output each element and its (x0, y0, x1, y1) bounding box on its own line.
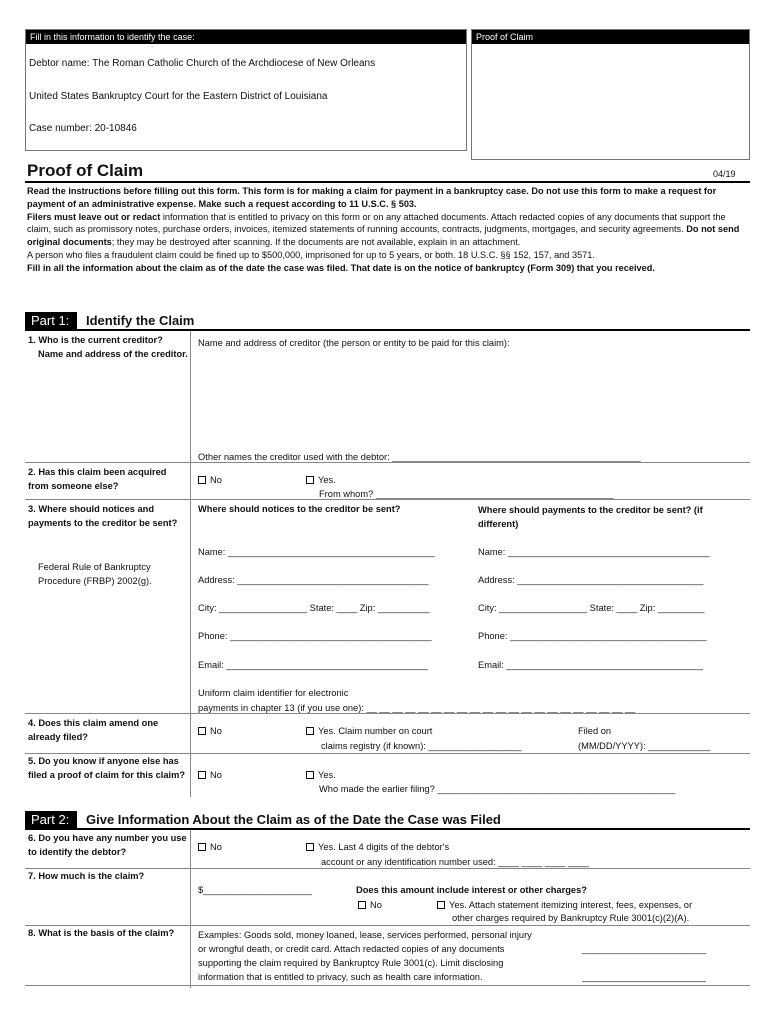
payment-address-field[interactable]: Address: ____________________________________ (478, 575, 704, 585)
q2-rule (25, 499, 750, 500)
creditor-name-address-field[interactable]: Name and address of creditor (the person or entity to be paid for this claim): (198, 338, 510, 348)
q8-label: 8. What is the basis of the claim? (28, 928, 175, 938)
q8-example-4: information that is entitled to privacy, such as health care information. (198, 972, 483, 982)
notices-heading: Where should notices to the creditor be sent? (198, 504, 401, 514)
case-number: Case number: 20-10846 (29, 123, 137, 134)
q7-no-option[interactable]: No (358, 899, 382, 911)
intro-redact-text: information that is entitled to privacy on this form or on any attached documents. Attach redacted copies of any documents that support the claim, such as promissory notes, purchase orders, invoices, itemized statements of running accounts, contracts, judgments, mortgages, and security agreements. Do not send original documents; they may be destroyed after scanning. If the documents are not available, explain in an attachment. (27, 211, 740, 248)
notice-city-state-zip-field[interactable]: City: _________________ State: ____ Zip: __________ (198, 603, 430, 613)
q8-example-3: supporting the claim required by Bankruptcy Rule 3001(c). Limit disclosing (198, 958, 504, 968)
court-name: United States Bankruptcy Court for the Eastern District of Louisiana (29, 91, 328, 102)
q5-no-checkbox[interactable] (198, 771, 206, 779)
q1-label: 1. Who is the current creditor? Name and address of the creditor. (28, 335, 188, 359)
q2-yes-checkbox[interactable] (306, 476, 314, 484)
filed-on-label: Filed on (578, 726, 612, 736)
q4-yes-option[interactable]: Yes. Claim number on court (306, 725, 432, 737)
instructions (27, 185, 747, 275)
intro-line-4: Fill in all the information about the claim as of the date the case was filed. That date is on the notice of bankruptcy (Form 309) that you received. (27, 262, 655, 273)
notice-address-field[interactable]: Address: _____________________________________ (198, 575, 429, 585)
q4-label: 4. Does this claim amend one already filed? (28, 718, 159, 742)
notice-email-field[interactable]: Email: _______________________________________ (198, 660, 429, 670)
q2-label: 2. Has this claim been acquired from someone else? (28, 467, 167, 491)
earlier-filing-field[interactable]: Who made the earlier filing? ______________________________________________ (319, 784, 676, 794)
account-digits-field[interactable]: account or any identification number used: ____ ____ ____ ____ (321, 857, 589, 867)
part1-rule (25, 329, 750, 331)
q4-no-option[interactable]: No (198, 725, 222, 737)
q2-from-whom-field[interactable]: From whom? ______________________________________________ (319, 489, 614, 499)
claim-amount-field[interactable]: $_____________________ (198, 885, 312, 895)
part2-tag: Part 2: (25, 811, 77, 828)
q3-rule (25, 713, 750, 714)
payment-city-state-zip-field[interactable]: City: _________________ State: ____ Zip: _________ (478, 603, 705, 613)
q8-example-1: Examples: Goods sold, money loaned, lease, services performed, personal injury (198, 930, 532, 940)
q2-no-option[interactable]: No (198, 474, 222, 486)
q6-yes-checkbox[interactable] (306, 843, 314, 851)
notice-name-field[interactable]: Name: ________________________________________ (198, 547, 435, 557)
basis-field-2[interactable]: ________________________ (582, 972, 707, 982)
q5-yes-checkbox[interactable] (306, 771, 314, 779)
payments-heading: Where should payments to the creditor be sent? (if different) (478, 505, 703, 529)
part2-divider (190, 830, 191, 988)
notice-phone-field[interactable]: Phone: _______________________________________ (198, 631, 432, 641)
q2-yes-option[interactable]: Yes. (306, 474, 336, 486)
intro-line-1: Read the instructions before filling out this form. This form is for making a claim for payment in a bankruptcy case. Do not use this form to make a request for payment of an administrative expense. Make such a request according to 11 U.S.C. § 503. (27, 186, 717, 209)
claim-number-field[interactable]: claims registry (if known): __________________ (321, 741, 522, 751)
q8-example-2: or wrongful death, or credit card. Attach redacted copies of any documents (198, 944, 505, 954)
uci-label: Uniform claim identifier for electronic (198, 688, 349, 698)
q6-label: 6. Do you have any number you use to identify the debtor? (28, 833, 187, 857)
q5-yes-option[interactable]: Yes. (306, 769, 336, 781)
q7-yes-detail: other charges required by Bankruptcy Rule 3001(c)(2)(A). (452, 913, 690, 923)
case-info-header: Fill in this information to identify the case: (26, 30, 466, 44)
q4-yes-checkbox[interactable] (306, 727, 314, 735)
debtor-name: Debtor name: The Roman Catholic Church of the Archdiocese of New Orleans (29, 58, 376, 69)
q7-yes-checkbox[interactable] (437, 901, 445, 909)
q2-no-checkbox[interactable] (198, 476, 206, 484)
payment-name-field[interactable]: Name: _______________________________________ (478, 547, 710, 557)
frbp-rule-note: Federal Rule of Bankruptcy Procedure (FRBP) 2002(g). (38, 562, 152, 586)
intro-line-2: Filers must leave out or redact information that is entitled to privacy on this form or on any attached documents. Attach redacted copies of any documents that support the claim, such as promissory notes, purchase orders, invoices, itemized statements of running accounts, contracts, judgments, mortgages, and security agreements. Do not send original documents; they may be destroyed after scanning. If the documents are not available, explain in an attachment. (27, 211, 740, 248)
q6-yes-option[interactable]: Yes. Last 4 digits of the debtor's (306, 841, 449, 853)
payment-email-field[interactable]: Email: ______________________________________ (478, 660, 703, 670)
q7-no-checkbox[interactable] (358, 901, 366, 909)
part1-divider (190, 331, 191, 797)
q7-yes-option[interactable]: Yes. Attach statement itemizing interest, fees, expenses, or (437, 899, 692, 911)
q1-rule (25, 462, 750, 463)
filed-on-date-field[interactable]: (MM/DD/YYYY): ____________ (578, 741, 711, 751)
other-names-field[interactable]: Other names the creditor used with the debtor: ________________________________________________ (198, 452, 641, 462)
q7-label: 7. How much is the claim? (28, 871, 145, 881)
uci-field[interactable]: payments in chapter 13 (if you use one): __ __ __ __ __ __ __ __ __ __ __ __ __ __ __ __ __ __ __ __ __ (198, 703, 636, 713)
interest-question: Does this amount include interest or other charges? (356, 885, 587, 895)
q8-rule (25, 985, 750, 986)
q5-label: 5. Do you know if anyone else has filed a proof of claim for this claim? (28, 756, 186, 780)
part2-rule (25, 828, 750, 830)
q6-no-checkbox[interactable] (198, 843, 206, 851)
form-title: Proof of Claim (27, 161, 144, 180)
intro-line-3: A person who files a fraudulent claim could be fined up to $500,000, imprisoned for up to 5 years, or both. 18 U.S.C. §§ 152, 157, and 3571. (27, 249, 595, 260)
q4-no-checkbox[interactable] (198, 727, 206, 735)
form-version: 04/19 (713, 169, 736, 179)
part1-tag: Part 1: (25, 312, 77, 329)
payment-phone-field[interactable]: Phone: ______________________________________ (478, 631, 707, 641)
q5-no-option[interactable]: No (198, 769, 222, 781)
part1-title: Identify the Claim (86, 313, 195, 328)
q3-label: 3. Where should notices and payments to the creditor be sent? (28, 504, 178, 528)
part2-title: Give Information About the Claim as of the Date the Case was Filed (86, 812, 501, 827)
proof-of-claim-label: Proof of Claim (472, 30, 749, 44)
q6-no-option[interactable]: No (198, 841, 222, 853)
basis-field-1[interactable]: ________________________ (582, 944, 707, 954)
filing-stamp-box (471, 29, 750, 160)
title-rule (25, 181, 750, 183)
